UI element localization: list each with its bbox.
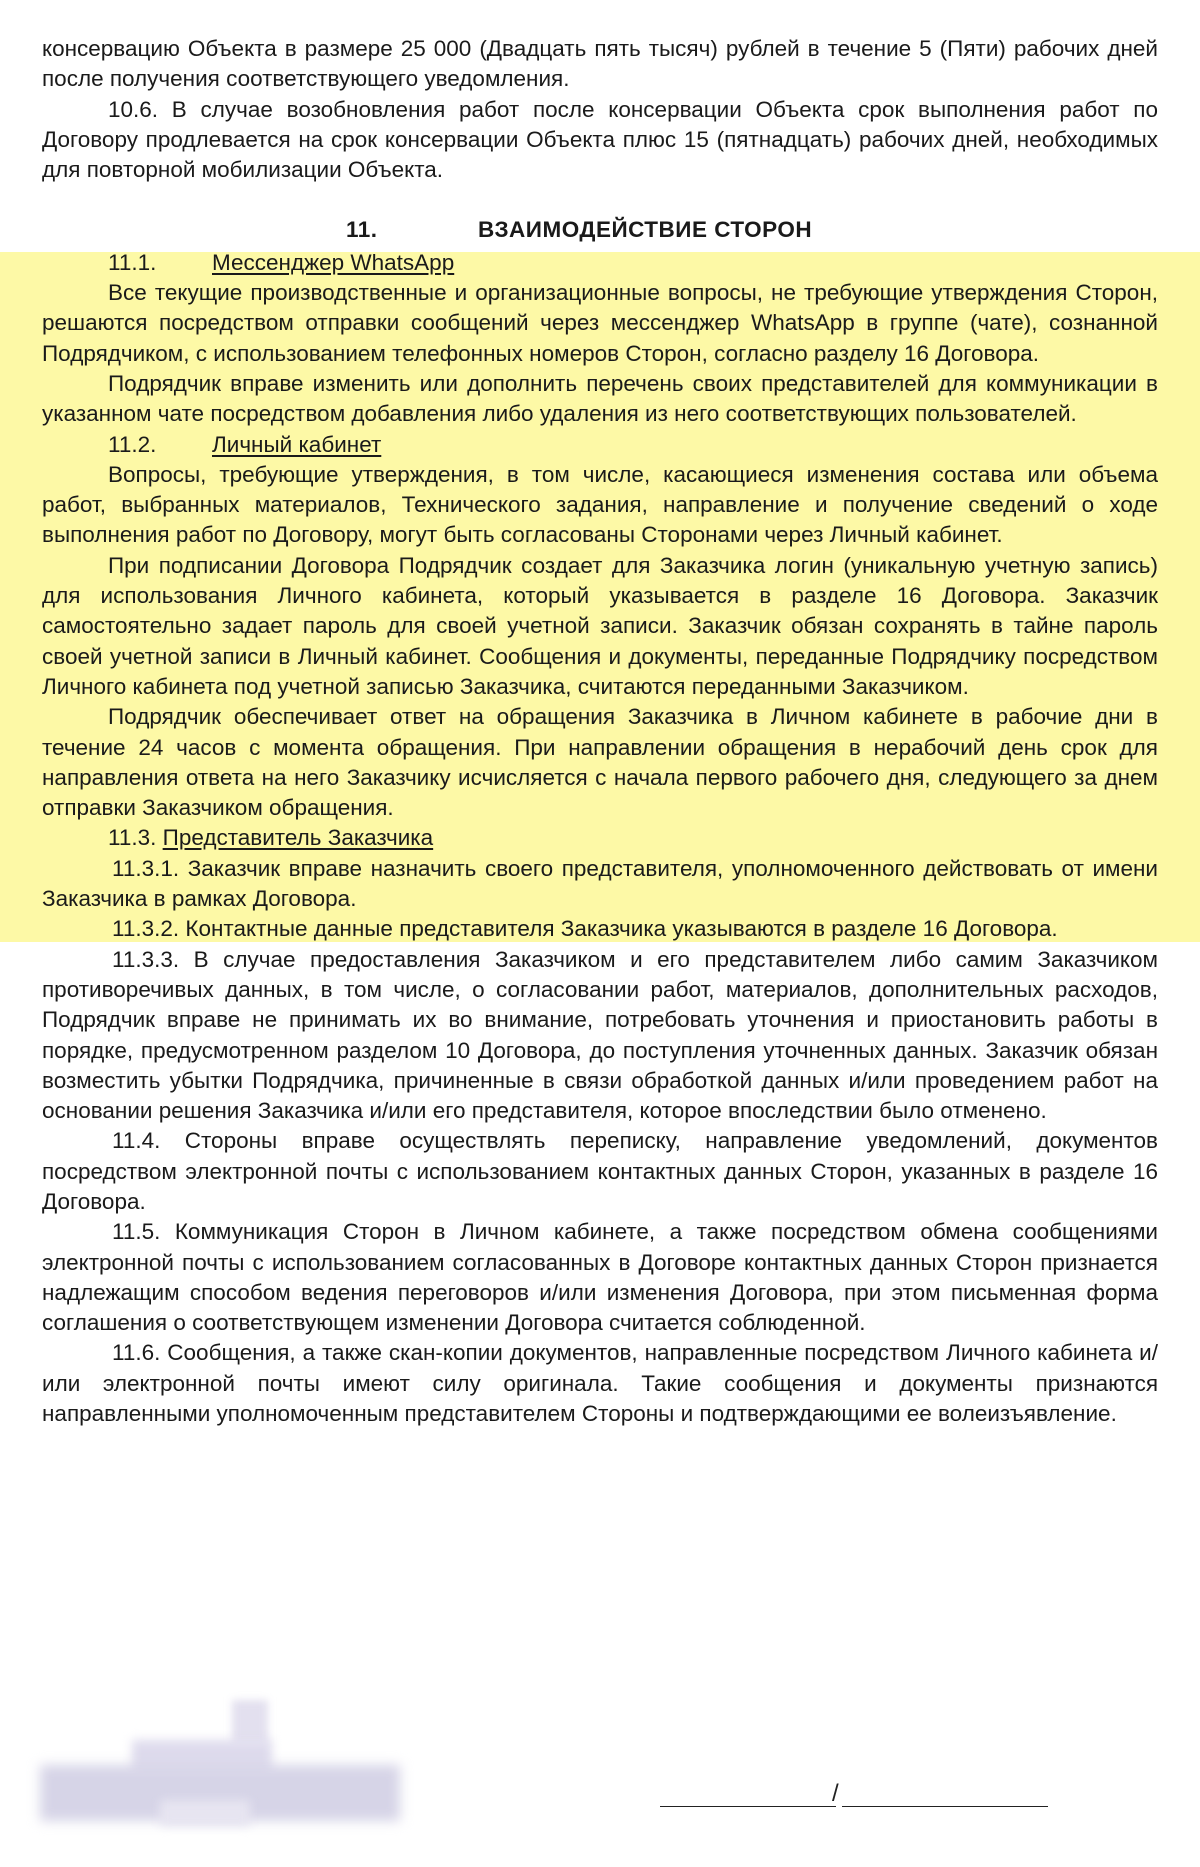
signature-line-left (660, 1806, 836, 1807)
signature-separator: / (832, 1780, 839, 1807)
intro-paragraph-1: консервацию Объекта в размере 25 000 (Двадцать пять тысяч) рублей в течение 5 (Пяти) рабочих дней после получения соответствующего уведомления. (42, 36, 1158, 92)
section-heading (42, 215, 1158, 245)
clause-11-2-paragraph-1: Вопросы, требующие утверждения, в том числе, касающиеся изменения состава или объема работ, выбранных материалов, Технического задания, направление и получение сведений о ходе выполнения работ по Договору, могут быть согласованы Сторонами через Личный кабинет. (42, 461, 1158, 548)
clause-11-2-title: Личный кабинет (212, 431, 382, 457)
clause-11-5: 11.5. Коммуникация Сторон в Личном кабинете, а также посредством обмена сообщениями электронной почты с использованием согласованных в Договоре контактных данных Сторон признается надлежащим способом ведения переговоров и/или изменения Договора, при этом письменная форма соглашения о соответствующем изменении Договора считается соблюденной. (42, 1219, 1158, 1336)
redacted-blur (232, 1700, 268, 1744)
clause-11-1-header (42, 248, 1158, 278)
clause-11-3-1: 11.3.1. Заказчик вправе назначить своего представителя, уполномоченного действовать от имени Заказчика в рамках Договора. (42, 855, 1158, 912)
section-number: 11. (346, 217, 378, 243)
clause-10-6: 10.6. В случае возобновления работ после консервации Объекта срок выполнения работ по Договору продлевается на срок консервации Объекта плюс 15 (пятнадцать) рабочих дней, необходимых для повторной мобилизации Объекта. (42, 96, 1158, 183)
clause-11-1-number: 11.1. (108, 249, 157, 275)
clause-11-3-title: Представитель Заказчика (162, 825, 434, 851)
clause-11-3-2: 11.3.2. Контактные данные представителя Заказчика указываются в разделе 16 Договора. (112, 916, 1058, 942)
redacted-blur (160, 1800, 250, 1826)
clause-11-6: 11.6. Сообщения, а также скан-копии документов, направленные посредством Личного кабинета и/или электронной почты имеют силу оригинала. Такие сообщения и документы признаются направленными уполномоченным представителем Стороны и подтверждающими ее волеизъявление. (42, 1340, 1158, 1427)
clause-11-3-3: 11.3.3. В случае предоставления Заказчиком и его представителем либо самим Заказчиком противоречивых данных, в том числе, о согласовании работ, материалов, дополнительных расходов, Подрядчик вправе не принимать их во внимание, потребовать уточнения и приостановить работы в порядке, предусмотренном разделом 10 Договора, до поступления уточненных данных. Заказчик обязан возместить убытки Подрядчика, причиненные в связи обработкой данных и/или проведением работ на основании решения Заказчика и/или его представителя, которое впоследствии было отменено. (42, 946, 1158, 1124)
clause-11-2-paragraph-2: При подписании Договора Подрядчик создает для Заказчика логин (уникальную учетную запись) для использования Личного кабинета, который указывается в разделе 16 Договора. Заказчик самостоятельно задает пароль для своей учетной записи. Заказчик обязан сохранять в тайне пароль своей учетной записи в Личный кабинет. Сообщения и документы, переданные Подрядчику посредством Личного кабинета под учетной записью Заказчика, считаются переданными Заказчиком. (42, 552, 1158, 699)
clause-11-2-paragraph-3: Подрядчик обеспечивает ответ на обращения Заказчика в Личном кабинете в рабочие дни в течение 24 часов с момента обращения. При направлении обращения в нерабочий день срок для направления ответа на него Заказчику исчисляется с начала первого рабочего дня, следующего за днем отправки Заказчиком обращения. (42, 704, 1158, 821)
section-title: ВЗАИМОДЕЙСТВИЕ СТОРОН (478, 217, 813, 243)
clause-11-1-paragraph-2: Подрядчик вправе изменить или дополнить перечень своих представителей для коммуникации в указанном чате посредством добавления либо удаления из него соответствующих пользователей. (42, 370, 1158, 427)
clause-11-3-number: 11.3. (108, 825, 157, 851)
clause-11-1-title: Мессенджер WhatsApp (212, 249, 455, 275)
clause-11-2-header (42, 430, 1158, 460)
signature-line-right (842, 1806, 1048, 1807)
document-body (42, 34, 1158, 1429)
clause-11-3-header (42, 823, 1158, 853)
clause-11-1-paragraph-1: Все текущие производственные и организационные вопросы, не требующие утверждения Сторон, решаются посредством отправки сообщений через мессенджер WhatsApp в группе (чате), сознанной Подрядчиком, с использованием телефонных номеров Сторон, согласно разделу 16 Договора. (42, 280, 1158, 366)
clause-11-4: 11.4. Стороны вправе осуществлять переписку, направление уведомлений, документов посредством электронной почты с использованием контактных данных Сторон, указанных в разделе 16 Договора. (42, 1128, 1158, 1214)
clause-11-2-number: 11.2. (108, 431, 157, 457)
